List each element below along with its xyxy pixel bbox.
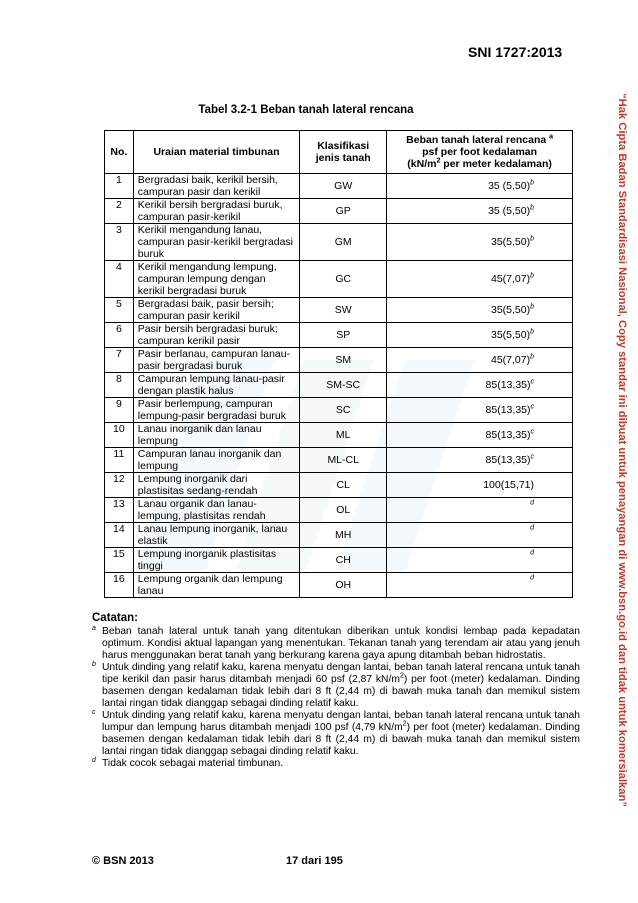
col-header-class: Klasifikasi jenis tanah [300, 131, 387, 174]
row-classification: GP [300, 199, 387, 224]
load-header-sup: 2 [436, 157, 441, 165]
row-load-value: 35(5,50) [490, 236, 531, 248]
row-load-mark: c [530, 403, 534, 411]
row-load [387, 523, 573, 548]
row-classification: SC [300, 398, 387, 423]
table-title: Tabel 3.2-1 Beban tanah lateral rencana [198, 104, 414, 116]
table-row [105, 548, 573, 573]
row-classification: GM [300, 224, 387, 261]
row-classification: SW [300, 298, 387, 323]
row-load-value: 85(13,35) [485, 429, 531, 441]
row-load-value: 85(13,35) [485, 379, 531, 391]
row-load-mark: b [530, 353, 534, 361]
row-material: Kerikil mengandung lempung, campuran lempung dengan kerikil bergradasi buruk [133, 261, 299, 298]
table-row [105, 398, 573, 423]
notes [92, 626, 580, 770]
row-load-value: 45(7,07) [490, 354, 531, 366]
table-row [105, 348, 573, 373]
row-load-mark: d [530, 524, 534, 532]
col-header-material: Uraian material timbunan [133, 131, 299, 174]
row-load-mark: c [530, 453, 534, 461]
row-load-mark: b [530, 235, 534, 243]
row-classification: CH [300, 548, 387, 573]
load-header-line1: Beban tanah lateral rencana [406, 134, 547, 146]
table-row [105, 573, 573, 598]
standard-id: SNI 1727:2013 [468, 44, 563, 60]
table-body [105, 174, 573, 598]
row-material: Kerikil mengandung lanau, campuran pasir-kerikil bergradasi buruk [133, 224, 299, 261]
row-load [387, 573, 573, 598]
row-number: 4 [105, 261, 134, 298]
table-row [105, 448, 573, 473]
lateral-load-table [104, 130, 573, 598]
row-material: Bergradasi baik, kerikil bersih, campuran pasir dan kerikil [133, 174, 299, 199]
row-classification: ML-CL [300, 448, 387, 473]
row-load [387, 498, 573, 523]
col-header-no: No. [105, 131, 134, 174]
note-d-text: Tidak cocok sebagai material timbunan. [102, 758, 284, 769]
row-material: Lanau inorganik dan lanau lempung [133, 423, 299, 448]
row-classification: GW [300, 174, 387, 199]
row-load [387, 448, 573, 473]
row-number: 10 [105, 423, 134, 448]
row-load-mark: b [530, 204, 534, 212]
notes-title: Catatan: [92, 612, 139, 624]
footer-copyright: © BSN 2013 [92, 855, 154, 867]
row-load [387, 261, 573, 298]
row-load [387, 323, 573, 348]
table-row [105, 224, 573, 261]
row-classification: OH [300, 573, 387, 598]
row-number: 5 [105, 298, 134, 323]
row-material: Bergradasi baik, pasir bersih; campuran pasir kerikil [133, 298, 299, 323]
row-material: Lempung organik dan lempung lanau [133, 573, 299, 598]
row-load-mark: d [530, 499, 534, 507]
row-load [387, 548, 573, 573]
row-load-value: 35(5,50) [490, 304, 531, 316]
row-load-value: 35(5,50) [490, 329, 531, 341]
table-row [105, 473, 573, 498]
row-number: 11 [105, 448, 134, 473]
row-load-mark: b [530, 179, 534, 187]
row-material: Lanau organik dan lanau-lempung, plastisitas rendah [133, 498, 299, 523]
table-row [105, 199, 573, 224]
row-load-mark: d [530, 574, 534, 582]
row-load [387, 298, 573, 323]
row-material: Lanau lempung inorganik, lanau elastik [133, 523, 299, 548]
note-b-marker: b [92, 661, 96, 668]
load-header-line2: psf per foot kedalaman [422, 146, 538, 158]
row-load-mark: c [530, 378, 534, 386]
copyright-side-note [612, 60, 632, 840]
note-b-sup: 2 [399, 672, 404, 680]
row-load-value: 85(13,35) [485, 404, 531, 416]
note-c-text-1: Untuk dinding yang relatif kaku, karena menyatu dengan lantai, beban tanah lateral rencana untuk tanah lumpur dan lempung harus ditambah menjadi 100 psf (4,79 kN/m [102, 710, 580, 733]
col-header-load [387, 131, 573, 174]
row-load [387, 174, 573, 199]
table-row [105, 523, 573, 548]
row-load [387, 473, 573, 498]
row-load [387, 224, 573, 261]
row-classification: OL [300, 498, 387, 523]
row-load-value: 100(15,71) [483, 479, 534, 491]
row-load-mark: b [530, 272, 534, 280]
row-load-mark: b [530, 328, 534, 336]
note-b-text-2: ) per foot (meter) kedalaman. Dinding basemen dengan kedalaman tidak lebih dari 8 ft (2,44 m) di bawah muka tanah dan memikul sistem lantai ringan tidak dianggap sebagai dinding relatif kaku. [102, 674, 580, 709]
row-load-value: 35 (5,50) [488, 205, 531, 217]
note-c-text-2: ) per foot (meter) kedalaman. Dinding basemen dengan kedalaman tidak lebih dari 8 ft (2,44 m) di bawah muka tanah dan memikul sistem lantai ringan tidak dianggap sebagai dinding relatif kaku. [102, 722, 580, 757]
row-load-mark: d [530, 549, 534, 557]
row-number: 9 [105, 398, 134, 423]
load-header-line3a: (kN/m [407, 158, 437, 170]
note-c [92, 710, 580, 758]
row-number: 3 [105, 224, 134, 261]
row-number: 16 [105, 573, 134, 598]
note-a [92, 626, 580, 662]
table-row [105, 261, 573, 298]
note-d-marker: d [92, 757, 96, 764]
row-classification: CL [300, 473, 387, 498]
row-material: Campuran lanau inorganik dan lempung [133, 448, 299, 473]
row-load [387, 199, 573, 224]
row-load-mark: c [530, 428, 534, 436]
row-number: 7 [105, 348, 134, 373]
table-header-row [105, 131, 573, 174]
row-number: 12 [105, 473, 134, 498]
row-load-mark: b [530, 303, 534, 311]
load-header-line3b: per meter kedalaman) [440, 158, 552, 170]
row-classification: SP [300, 323, 387, 348]
row-classification: SM [300, 348, 387, 373]
note-a-text: Beban tanah lateral untuk tanah yang ditentukan diberikan untuk kondisi lembap pada kepadatan optimum. Kondisi aktual lapangan yang menentukan. Tekanan tanah yang terendam air atau yang jenuh harus menggunakan berat tanah yang berkurang karena gaya apung ditambah beban hidrostatis. [102, 626, 580, 661]
table-row [105, 174, 573, 199]
note-b [92, 662, 580, 710]
row-material: Pasir berlempung, campuran lempung-pasir bergradasi buruk [133, 398, 299, 423]
side-note-text: “Hak Cipta Badan Standardisasi Nasional, Copy standar ini dibuat untuk penayangan di www.bsn.go.id dan tidak untuk komersialkan” [616, 93, 628, 807]
note-b-text-1: Untuk dinding yang relatif kaku, karena menyatu dengan lantai, beban tanah lateral rencana untuk tanah tipe kerikil dan pasir harus ditambah menjadi 60 psf (2,87 kN/m [102, 662, 580, 685]
row-load [387, 423, 573, 448]
note-d [92, 758, 580, 770]
table-row [105, 373, 573, 398]
row-material: Pasir berlanau, campuran lanau-pasir bergradasi buruk [133, 348, 299, 373]
row-material: Lempung inorganik plastisitas tinggi [133, 548, 299, 573]
row-number: 6 [105, 323, 134, 348]
row-material: Kerikil bersih bergradasi buruk, campuran pasir-kerikil [133, 199, 299, 224]
table-row [105, 498, 573, 523]
row-load-value: 45(7,07) [490, 273, 531, 285]
note-c-sup: 2 [402, 720, 407, 728]
row-classification: ML [300, 423, 387, 448]
load-header-mark: a [549, 133, 554, 141]
table-row [105, 323, 573, 348]
table-row [105, 298, 573, 323]
row-classification: GC [300, 261, 387, 298]
footer-page-number: 17 dari 195 [286, 855, 343, 867]
row-classification: SM-SC [300, 373, 387, 398]
row-material: Campuran lempung lanau-pasir dengan plastik halus [133, 373, 299, 398]
row-load-value: 35 (5,50) [488, 180, 531, 192]
row-material: Pasir bersih bergradasi buruk; campuran kerikil pasir [133, 323, 299, 348]
row-load [387, 348, 573, 373]
note-a-marker: a [92, 625, 96, 632]
row-number: 15 [105, 548, 134, 573]
note-c-marker: c [92, 709, 96, 716]
row-number: 1 [105, 174, 134, 199]
row-material: Lempung inorganik dari plastisitas sedang-rendah [133, 473, 299, 498]
row-number: 14 [105, 523, 134, 548]
row-load [387, 398, 573, 423]
table-row [105, 423, 573, 448]
row-number: 13 [105, 498, 134, 523]
row-classification: MH [300, 523, 387, 548]
row-load [387, 373, 573, 398]
row-number: 2 [105, 199, 134, 224]
row-number: 8 [105, 373, 134, 398]
row-load-value: 85(13,35) [485, 454, 531, 466]
